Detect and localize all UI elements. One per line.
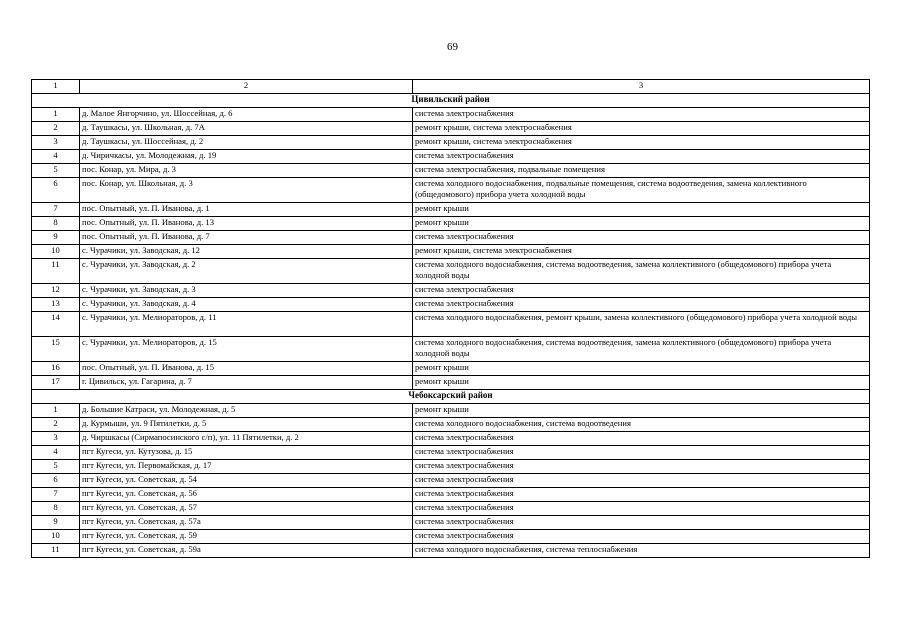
- row-works: система электроснабжения: [413, 284, 870, 298]
- row-works: система холодного водоснабжения, подвальные помещения, система водоотведения, замена коллективного (общедомового) прибора учета холодной воды: [413, 178, 870, 203]
- row-address: с. Чурачики, ул. Мелиораторов, д. 15: [80, 337, 413, 362]
- row-address: д. Большие Катраси, ул. Молодежная, д. 5: [80, 404, 413, 418]
- row-address: пос. Конар, ул. Школьная, д. 3: [80, 178, 413, 203]
- row-works: система электроснабжения: [413, 446, 870, 460]
- row-works: система электроснабжения: [413, 432, 870, 446]
- row-number: 7: [32, 488, 80, 502]
- row-works: система холодного водоснабжения, система теплоснабжения: [413, 544, 870, 558]
- row-works: ремонт крыши: [413, 203, 870, 217]
- table-row: [32, 530, 870, 544]
- row-number: 9: [32, 516, 80, 530]
- table-row: [32, 217, 870, 231]
- row-number: 11: [32, 259, 80, 284]
- row-number: 5: [32, 164, 80, 178]
- row-number: 10: [32, 530, 80, 544]
- row-works: система холодного водоснабжения, система водоотведения, замена коллективного (общедомового) прибора учета холодной воды: [413, 259, 870, 284]
- row-address: д. Курмыши, ул. 9 Пятилетки, д. 5: [80, 418, 413, 432]
- row-address: д. Таушкасы, ул. Шоссейная, д. 2: [80, 136, 413, 150]
- row-number: 7: [32, 203, 80, 217]
- row-works: система электроснабжения: [413, 108, 870, 122]
- row-address: д. Малое Янгорчино, ул. Шоссейная, д. 6: [80, 108, 413, 122]
- row-number: 9: [32, 231, 80, 245]
- header-cell-address: 2: [80, 80, 413, 94]
- row-address: пгт Кугеси, ул. Первомайская, д. 17: [80, 460, 413, 474]
- row-number: 5: [32, 460, 80, 474]
- row-number: 14: [32, 312, 80, 337]
- row-works: ремонт крыши: [413, 404, 870, 418]
- table-row: [32, 203, 870, 217]
- row-number: 2: [32, 122, 80, 136]
- table-row: [32, 418, 870, 432]
- table-row: [32, 284, 870, 298]
- table-row: [32, 404, 870, 418]
- works-table: [31, 79, 870, 558]
- row-works: система электроснабжения: [413, 488, 870, 502]
- row-address: пгт Кугеси, ул. Советская, д. 59: [80, 530, 413, 544]
- row-works: система электроснабжения, подвальные помещения: [413, 164, 870, 178]
- table-row: [32, 460, 870, 474]
- row-number: 4: [32, 446, 80, 460]
- row-works: система электроснабжения: [413, 150, 870, 164]
- row-address: пос. Опытный, ул. П. Иванова, д. 13: [80, 217, 413, 231]
- table-row: [32, 502, 870, 516]
- row-number: 3: [32, 432, 80, 446]
- row-address: д. Чиршкасы (Сирмапосинского с/п), ул. 11 Пятилетки, д. 2: [80, 432, 413, 446]
- page-number: 69: [447, 41, 458, 53]
- row-works: система электроснабжения: [413, 516, 870, 530]
- row-address: с. Чурачики, ул. Заводская, д. 12: [80, 245, 413, 259]
- row-address: д. Чиричкасы, ул. Молодежная, д. 19: [80, 150, 413, 164]
- row-address: пгт Кугеси, ул. Советская, д. 56: [80, 488, 413, 502]
- row-address: пгт Кугеси, ул. Советская, д. 57а: [80, 516, 413, 530]
- row-works: система электроснабжения: [413, 530, 870, 544]
- row-works: ремонт крыши: [413, 217, 870, 231]
- row-works: ремонт крыши, система электроснабжения: [413, 122, 870, 136]
- table-row: [32, 259, 870, 284]
- row-number: 1: [32, 404, 80, 418]
- row-address: пгт Кугеси, ул. Советская, д. 57: [80, 502, 413, 516]
- table-row: [32, 312, 870, 337]
- row-works: система холодного водоснабжения, ремонт крыши, замена коллективного (общедомового) прибора учета холодной воды: [413, 312, 870, 337]
- table-row: [32, 150, 870, 164]
- row-number: 12: [32, 284, 80, 298]
- table-row: [32, 432, 870, 446]
- row-number: 10: [32, 245, 80, 259]
- table-row: [32, 516, 870, 530]
- row-number: 16: [32, 362, 80, 376]
- header-cell-works: 3: [413, 80, 870, 94]
- row-address: пос. Опытный, ул. П. Иванова, д. 7: [80, 231, 413, 245]
- table-row: [32, 136, 870, 150]
- row-number: 3: [32, 136, 80, 150]
- section-row: [32, 390, 870, 404]
- row-address: пгт Кугеси, ул. Советская, д. 59а: [80, 544, 413, 558]
- row-works: система электроснабжения: [413, 502, 870, 516]
- header-row: [32, 80, 870, 94]
- row-address: пгт Кугеси, ул. Кутузова, д. 15: [80, 446, 413, 460]
- section-row: [32, 94, 870, 108]
- row-number: 8: [32, 217, 80, 231]
- row-works: ремонт крыши: [413, 362, 870, 376]
- table-row: [32, 231, 870, 245]
- table-row: [32, 362, 870, 376]
- row-works: ремонт крыши, система электроснабжения: [413, 245, 870, 259]
- table-row: [32, 544, 870, 558]
- row-address: с. Чурачики, ул. Заводская, д. 4: [80, 298, 413, 312]
- table-row: [32, 337, 870, 362]
- row-number: 15: [32, 337, 80, 362]
- row-address: пос. Конар, ул. Мира, д. 3: [80, 164, 413, 178]
- table-body: [32, 80, 870, 558]
- row-number: 4: [32, 150, 80, 164]
- row-works: система электроснабжения: [413, 474, 870, 488]
- table-row: [32, 376, 870, 390]
- row-address: д. Таушкасы, ул. Школьная, д. 7А: [80, 122, 413, 136]
- row-works: ремонт крыши: [413, 376, 870, 390]
- row-address: пгт Кугеси, ул. Советская, д. 54: [80, 474, 413, 488]
- row-works: ремонт крыши, система электроснабжения: [413, 136, 870, 150]
- row-number: 1: [32, 108, 80, 122]
- row-address: с. Чурачики, ул. Заводская, д. 3: [80, 284, 413, 298]
- row-works: система электроснабжения: [413, 460, 870, 474]
- header-cell-number: 1: [32, 80, 80, 94]
- section-title: Цивильский район: [32, 94, 870, 108]
- row-number: 6: [32, 178, 80, 203]
- row-number: 2: [32, 418, 80, 432]
- row-address: с. Чурачики, ул. Мелиораторов, д. 11: [80, 312, 413, 337]
- row-works: система холодного водоснабжения, система водоотведения: [413, 418, 870, 432]
- row-number: 11: [32, 544, 80, 558]
- table-row: [32, 446, 870, 460]
- row-number: 6: [32, 474, 80, 488]
- section-title: Чебоксарский район: [32, 390, 870, 404]
- row-works: система электроснабжения: [413, 298, 870, 312]
- row-works: система холодного водоснабжения, система водоотведения, замена коллективного (общедомового) прибора учета холодной воды: [413, 337, 870, 362]
- table-row: [32, 488, 870, 502]
- row-address: с. Чурачики, ул. Заводская, д. 2: [80, 259, 413, 284]
- row-address: г. Цивильск, ул. Гагарина, д. 7: [80, 376, 413, 390]
- table-row: [32, 108, 870, 122]
- row-address: пос. Опытный, ул. П. Иванова, д. 1: [80, 203, 413, 217]
- row-number: 13: [32, 298, 80, 312]
- table-row: [32, 298, 870, 312]
- table-row: [32, 178, 870, 203]
- row-number: 17: [32, 376, 80, 390]
- table-row: [32, 164, 870, 178]
- table-row: [32, 122, 870, 136]
- row-works: система электроснабжения: [413, 231, 870, 245]
- table-row: [32, 474, 870, 488]
- row-address: пос. Опытный, ул. П. Иванова, д. 15: [80, 362, 413, 376]
- row-number: 8: [32, 502, 80, 516]
- table-row: [32, 245, 870, 259]
